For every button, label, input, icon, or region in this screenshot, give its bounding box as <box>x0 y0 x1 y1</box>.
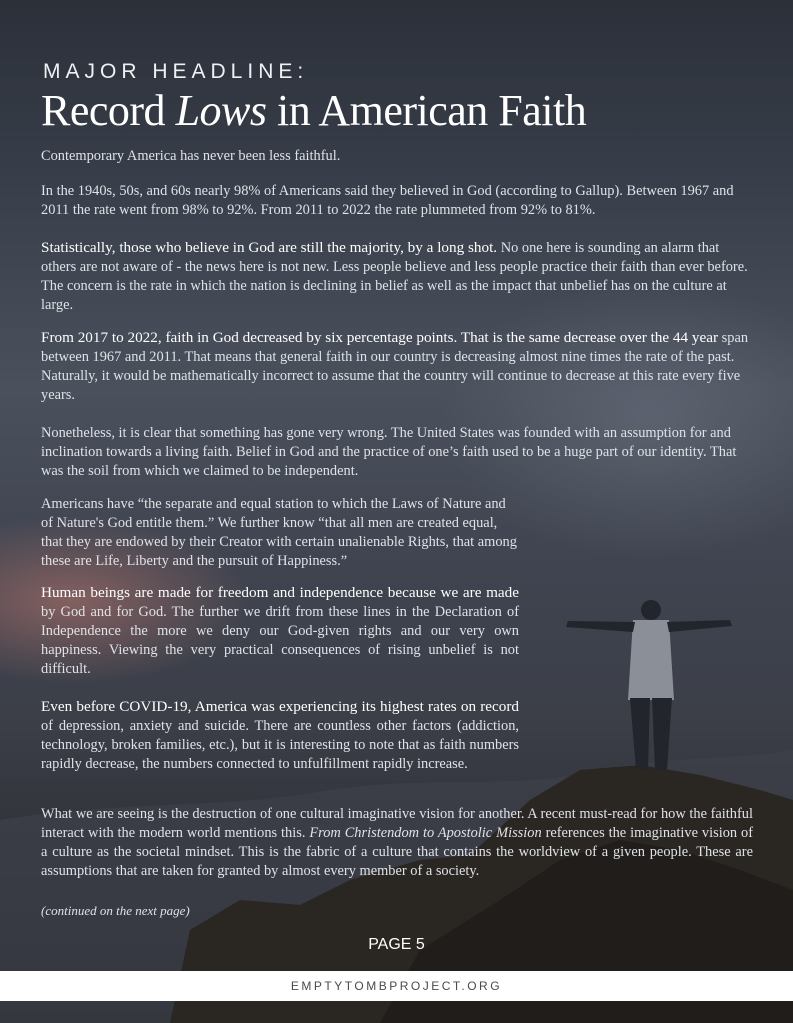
person-right-arm <box>667 620 732 632</box>
paragraph-3-text: No one here is sounding an alarm that others are not aware of - the news here is not new. Less people believe and less people practice their faith than ever before. The concern is the rate in which the nation is declining in belief as well as the impact that unbelief has on the culture at large. <box>41 240 748 313</box>
page-number: PAGE 5 <box>368 936 425 953</box>
paragraph-6-text: Americans have “the separate and equal station to which the Laws of Nature and of Nature's God entitle them.” We further know “that all men are created equal, that they are endowed by their Creator with certain unalienable Rights, that among these are Life, Liberty and the pursuit of Happiness.” <box>41 496 517 569</box>
paragraph-4-text: span between 1967 and 2011. That means that general faith in our country is decreasing almost nine times the rate of the past. Naturally, it would be mathematically incorrect to assume that the country will continue to decrease at this rate every five years. <box>41 330 749 403</box>
paragraph-8-lead: Even before COVID-19, America was experiencing its highest rates on record <box>41 698 519 715</box>
person-left-leg <box>630 698 650 770</box>
paragraph-4 <box>41 328 753 405</box>
section-kicker: MAJOR HEADLINE: <box>43 60 309 83</box>
paragraph-5 <box>41 424 753 481</box>
paragraph-7-lead: Human beings are made for freedom and independence because we are made <box>41 584 519 601</box>
person-head <box>641 600 661 620</box>
paragraph-3 <box>41 238 753 315</box>
paragraph-7-text: by God and for God. The further we drift from these lines in the Declaration of Independence the more we deny our God-given rights and our very own happiness. Viewing the very practical consequences of rising unbelief is not difficult. <box>41 604 519 677</box>
person-silhouette <box>566 600 732 770</box>
title-part-2: in American Faith <box>266 86 587 135</box>
paragraph-1-text: Contemporary America has never been less faithful. <box>41 148 341 164</box>
person-shirt <box>628 620 674 700</box>
paragraph-8 <box>41 697 519 774</box>
person-left-arm <box>566 621 635 632</box>
book-title: From Christendom to Apostolic Mission <box>309 825 542 841</box>
paragraph-7 <box>41 583 519 679</box>
paragraph-4-lead: From 2017 to 2022, faith in God decreased by six percentage points. That is the same decrease over the 44 year <box>41 329 719 346</box>
person-right-leg <box>652 698 672 770</box>
paragraph-3-lead: Statistically, those who believe in God are still the majority, by a long shot. <box>41 239 498 256</box>
paragraph-9-text-b: references the imaginative vision of a culture as the societal mindset. This is the fabric of a culture that contains the worldview of a given people. These are assumptions that are taken for granted by almost every member of a society. <box>41 825 753 879</box>
paragraph-8-text: of depression, anxiety and suicide. There are countless other factors (addiction, technology, broken families, etc.), but it is interesting to note that as faith numbers rapidly decrease, the numbers connected to unfulfillment rapidly increase. <box>41 718 519 772</box>
continued-note <box>41 901 753 920</box>
footer-url: EMPTYTOMBPROJECT.ORG <box>290 979 503 993</box>
continued-note-text: (continued on the next page) <box>41 903 190 918</box>
title-emphasis: Lows <box>175 86 267 135</box>
paragraph-9 <box>41 805 753 881</box>
paragraph-1 <box>41 147 753 166</box>
paragraph-2-text: In the 1940s, 50s, and 60s nearly 98% of Americans said they believed in God (according to Gallup). Between 1967 and 2011 the rate went from 98% to 92%. From 2011 to 2022 the rate plummeted from 92% to 81%. <box>41 183 734 218</box>
paragraph-9-text-a: What we are seeing is the destruction of one cultural imaginative vision for another. A recent must-read for how the faithful interact with the modern world mentions this. <box>41 806 753 841</box>
footer-bar <box>0 971 793 1001</box>
paragraph-6 <box>41 495 519 571</box>
page-title <box>41 85 586 136</box>
paragraph-5-text: Nonetheless, it is clear that something has gone very wrong. The United States was founded with an assumption for and inclination towards a living faith. Belief in God and the practice of one’s faith used to be a huge part of our identity. That was the soil from which we claimed to be independent. <box>41 425 737 479</box>
title-part-1: Record <box>41 86 176 135</box>
paragraph-2 <box>41 182 753 220</box>
